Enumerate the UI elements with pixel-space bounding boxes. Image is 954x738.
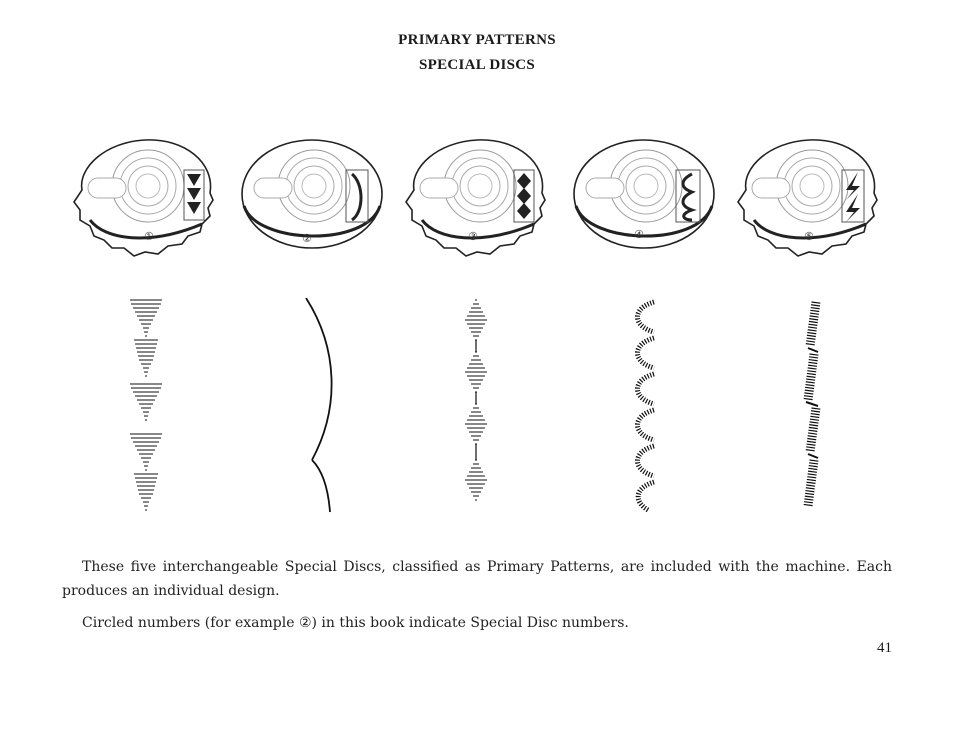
page-title: PRIMARY PATTERNS [398, 32, 556, 48]
special-disc-1 [70, 128, 220, 263]
special-disc-2 [236, 128, 386, 263]
disc-number: ③ [468, 230, 478, 243]
page-header [0, 28, 954, 78]
disc-number: ② [302, 232, 312, 245]
stitch-pattern-5 [790, 298, 830, 518]
disc-number: ⑤ [804, 230, 814, 243]
paragraph-note: Circled numbers (for example ②) in this book indicate Special Disc numbers. [82, 615, 629, 631]
paragraph-intro: These five interchangeable Special Discs, classified as Primary Patterns, are included with the machine. Each produces an individual design. [62, 559, 892, 599]
page-number: 41 [877, 640, 892, 656]
disc-number: ① [144, 230, 154, 243]
disc-figures [0, 128, 954, 528]
page-subtitle: SPECIAL DISCS [418, 57, 536, 73]
special-disc-4 [568, 128, 718, 263]
special-disc-3 [402, 128, 552, 263]
stitch-pattern-2 [296, 298, 346, 518]
stitch-pattern-4 [624, 298, 664, 518]
body-text [62, 555, 892, 635]
special-disc-5 [734, 128, 884, 263]
disc-number: ④ [634, 228, 644, 241]
stitch-pattern-3 [456, 298, 496, 518]
stitch-pattern-1 [126, 298, 166, 518]
